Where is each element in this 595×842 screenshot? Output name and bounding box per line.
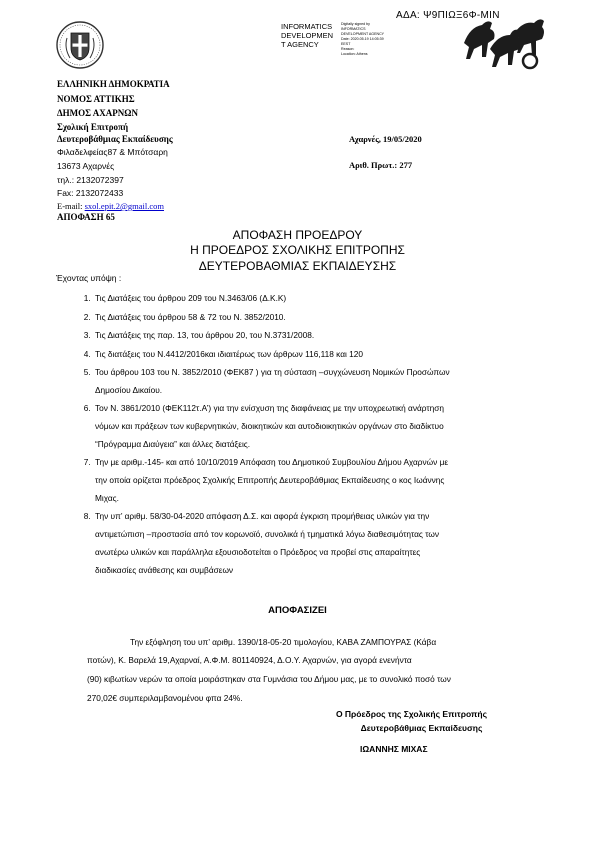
signature-detail-line: DEVELOPMENT AGENCY bbox=[341, 32, 385, 36]
list-item-line: Τις διατάξεις του Ν.4412/2016και ιδιαιτέρως των άρθρων 116,118 και 120 bbox=[95, 348, 364, 359]
signer-line: DEVELOPMEN bbox=[281, 31, 334, 40]
decision-number: ΑΠΟΦΑΣΗ 65 bbox=[57, 212, 115, 222]
date-line: Αχαρνές, 19/05/2020 bbox=[349, 134, 422, 144]
intro-text: Έχοντας υπόψη : bbox=[56, 273, 122, 283]
signature-detail-line: Digitally signed by bbox=[341, 22, 370, 26]
prefecture-line: ΝΟΜΟΣ ΑΤΤΙΚΗΣ bbox=[57, 94, 135, 104]
document-subtitle: ΔΕΥΤΕΡΟΒΑΘΜΙΑΣ ΕΚΠΑΙΔΕΥΣΗΣ bbox=[198, 259, 397, 273]
list-item bbox=[93, 363, 545, 399]
email-label: E-mail: bbox=[57, 201, 83, 211]
greek-coat-of-arms-icon bbox=[55, 20, 105, 70]
signatory-title: Δευτεροβάθμιας Εκπαίδευσης bbox=[360, 723, 483, 733]
signature-detail-line: Date: 2020.05.19 14:05:39 bbox=[341, 37, 384, 41]
committee-line: Σχολική Επιτροπή bbox=[57, 122, 129, 132]
decision-body-line: Την εξόφληση του υπ’ αριθμ. 1390/18-05-20 τιμολογίου, ΚΑΒΑ ΖΑΜΠΟΥΡΑΣ (Κάβα bbox=[130, 637, 437, 647]
decision-body-line: 270,02€ συμπεριλαμβανομένου φπα 24%. bbox=[87, 693, 243, 703]
list-item-line: Μιχας. bbox=[95, 493, 119, 503]
list-item-line: Τον Ν. 3861/2010 (ΦΕΚ112τ.Α’) για την ενίσχυση της διαφάνειας με την υποχρεωτική ανάρτηση bbox=[95, 403, 445, 413]
signer-name bbox=[281, 22, 333, 49]
postcode-line: 13673 Αχαρνές bbox=[57, 161, 115, 171]
document-subtitle: Η ΠΡΟΕΔΡΟΣ ΣΧΟΛΙΚΗΣ ΕΠΙΤΡΟΠΗΣ bbox=[190, 243, 405, 257]
list-item-line: Την με αριθμ.-145- και από 10/10/2019 Απόφαση του Δημοτικού Συμβουλίου Δήμου Αχαρνών με bbox=[95, 457, 449, 467]
list-item-line: “Πρόγραμμα Διαύγεια” και άλλες διατάξεις. bbox=[95, 439, 251, 449]
decision-body-line: ποτών), Κ. Βαρελά 19,Αχαρναί, Α.Φ.Μ. 801140924, Δ.Ο.Υ. Αχαρνών, για αγορά ενενήντα bbox=[87, 655, 412, 665]
list-item-line: αντιμετώπιση –προστασία από τον κορωνοϊό, συνολικά ή τμηματικά λόγω διαθεσιμότητας των bbox=[95, 529, 440, 539]
list-item-line: νόμων και πράξεων των κυβερνητικών, διοικητικών και αυτοδιοικητικών οργάνων στο διαδίκτυο bbox=[95, 421, 444, 431]
signature-detail-line: EEST bbox=[341, 42, 351, 46]
list-item-line: διαδικασίες ανάθεσης και συμβάσεων bbox=[95, 565, 234, 575]
list-item-line: Τις Διατάξεις του άρθρου 209 του Ν.3463/06 (Δ.Κ.Κ) bbox=[95, 293, 287, 303]
list-item-line: Τις Διατάξεις του άρθρου 58 & 72 του Ν. 3852/2010. bbox=[95, 311, 286, 322]
list-item bbox=[93, 345, 545, 364]
address-line: Φιλαδελφείας87 & Μπότσαρη bbox=[57, 147, 168, 157]
list-item bbox=[93, 326, 545, 345]
signature-detail-line: Reason: bbox=[341, 47, 355, 51]
signer-line: INFORMATICS bbox=[281, 22, 333, 31]
list-item bbox=[93, 507, 545, 579]
list-item bbox=[93, 289, 545, 308]
signatory-name: ΙΩΑΝΝΗΣ ΜΙΧΑΣ bbox=[360, 744, 428, 754]
fax-line: Fax: 2132072433 bbox=[57, 188, 124, 198]
list-item bbox=[93, 399, 545, 453]
list-item-line: Δημοσίου Δικαίου. bbox=[95, 385, 163, 395]
phone-line: τηλ.: 2132072397 bbox=[57, 175, 124, 185]
signature-details bbox=[341, 22, 384, 57]
list-item-line: Του άρθρου 103 του Ν. 3852/2010 (ΦΕΚ87 ) για τη σύσταση –συγχώνευση Νομικών Προσώπων bbox=[95, 367, 450, 377]
signature-detail-line: Location: Athens bbox=[341, 52, 368, 56]
list-item-line: ανωτέρω υλικών και παράλληλα εξουσιοδοτείται ο Πρόεδρος να προβεί στις απαραίτητες bbox=[95, 547, 421, 557]
email-link[interactable]: sxol.epit.2@gmail.com bbox=[84, 201, 164, 211]
list-item-line: Την υπ’ αριθμ. 58/30-04-2020 απόφαση Δ.Σ. και αφορά έγκριση προμήθειας υλικών για την bbox=[95, 511, 430, 521]
document-title: ΑΠΟΦΑΣΗ ΠΡΟΕΔΡΟΥ bbox=[232, 228, 363, 242]
committee-level-line: Δευτεροβάθμιας Εκπαίδευσης bbox=[57, 134, 173, 144]
protocol-number: Αριθ. Πρωτ.: 277 bbox=[349, 160, 413, 170]
country-line: ΕΛΛΗΝΙΚΗ ΔΗΜΟΚΡΑΤΙΑ bbox=[57, 79, 170, 89]
list-item-line: Τις Διατάξεις της παρ. 13, του άρθρου 20, του Ν.3731/2008. bbox=[95, 330, 315, 340]
ada-code: ΑΔΑ: Ψ9ΠΙΩΞ6Φ-ΜΙΝ bbox=[396, 10, 500, 21]
decision-heading: ΑΠΟΦΑΣΙΖΕΙ bbox=[268, 605, 327, 616]
list-item bbox=[93, 308, 545, 327]
list-item-line: την οποία ορίζεται πρόεδρος Σχολικής Επιτροπής Δευτεροβάθμιας Εκπαίδευσης ο κος Ιωάννης bbox=[95, 475, 445, 485]
horse-chariot-logo-icon bbox=[460, 13, 548, 73]
considerations-list bbox=[50, 289, 545, 579]
signatory-title: Ο Πρόεδρος της Σχολικής Επιτροπής bbox=[335, 709, 488, 719]
list-item bbox=[93, 453, 545, 507]
municipality-line: ΔΗΜΟΣ ΑΧΑΡΝΩΝ bbox=[57, 108, 138, 118]
signer-line: T AGENCY bbox=[281, 40, 319, 49]
decision-body-line: (90) κιβωτίων νερών τα οποία μοιράστηκαν στα Γυμνάσια του Δήμου μας, με το συνολικό ποσό των bbox=[87, 674, 451, 684]
signature-detail-line: INFORMATICS bbox=[341, 27, 366, 31]
